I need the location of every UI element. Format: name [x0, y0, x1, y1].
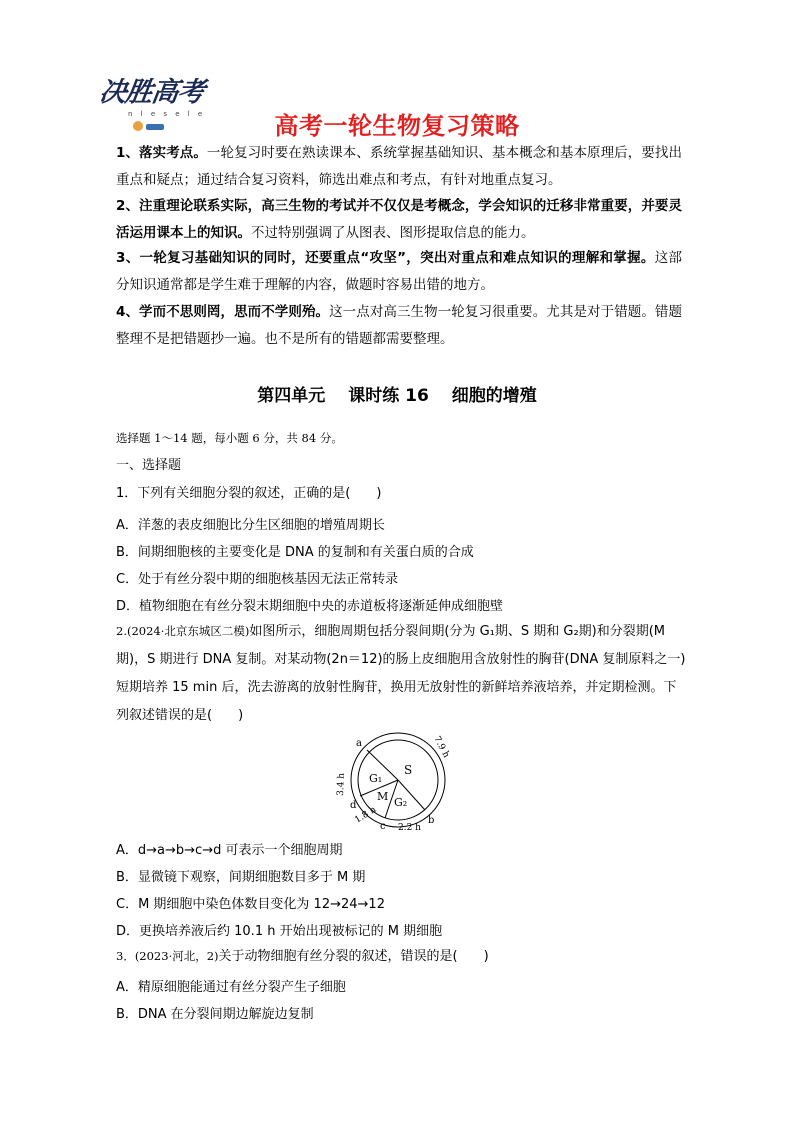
- point-c: c: [380, 821, 386, 830]
- strategy-1-text: 一轮复习时要在熟读课本、系统掌握基础知识、基本概念和基本原理后，要找出重点和疑点；通过结合复习资料，筛选出难点和考点，有针对地重点复习。: [116, 145, 682, 188]
- q2-option-a: A．d→a→b→c→d 可表示一个细胞周期: [116, 843, 343, 858]
- duration-g2: 2.2 h: [398, 823, 421, 830]
- page-title: 高考一轮生物复习策略: [274, 112, 520, 140]
- q2-option-c: C．M 期细胞中染色体数目变化为 12→24→12: [116, 897, 385, 912]
- point-d: d: [350, 800, 357, 811]
- strategy-4: [116, 299, 682, 353]
- q2-text: 如图所示，细胞周期包括分裂间期(分为 G₁期、S 期和 G₂期)和分裂期(M 期)，S 期进行 DNA 复制。对某动物(2n＝12)的肠上皮细胞用含放射性的胸苷(DNA 复制原料之一)短期培养 15 min 后，洗去游离的放射性胸苷，换用无放射性的新鲜培养液培养，并定期检测。下列叙述错误的是( ): [116, 624, 686, 723]
- strategy-2-bold: 2、注重理论联系实际，高三生物的考试并不仅仅是考概念，学会知识的迁移非常重要，并要灵活运用课本上的知识。: [116, 198, 682, 241]
- q1-option-a: A．洋葱的表皮细胞比分生区细胞的增殖周期长: [116, 518, 385, 533]
- cell-cycle-diagram: [330, 730, 466, 830]
- duration-s: 7.9 h: [431, 734, 451, 760]
- logo-subtext: n l e s e l e: [128, 110, 206, 118]
- sector-g1: G₁: [369, 772, 383, 785]
- q1-option-c: C．处于有丝分裂中期的细胞核基因无法正常转录: [116, 572, 399, 587]
- strategy-3-bold: 3、一轮复习基础知识的同时，还要重点“攻坚”，突出对重点和难点知识的理解和掌握。: [116, 250, 655, 266]
- q1-option-d: D．植物细胞在有丝分裂末期细胞中央的赤道板将逐渐延伸成细胞壁: [116, 599, 504, 614]
- strategy-1-bold: 1、落实考点。: [116, 145, 207, 161]
- strategy-4-bold: 4、学而不思则罔，思而不学则殆。: [116, 304, 330, 320]
- question-1-stem: 1．下列有关细胞分裂的叙述，正确的是( ): [116, 486, 382, 501]
- exercise-intro: 选择题 1～14 题，每小题 6 分，共 84 分。: [116, 431, 343, 445]
- sector-s: S: [404, 763, 413, 777]
- sector-g2: G₂: [394, 796, 408, 809]
- strategy-4-text: 这一点对高三生物一轮复习很重要。尤其是对于错题。错题整理不是把错题抄一遍。也不是所有的错题都需要整理。: [116, 304, 682, 347]
- strategy-2: [116, 193, 682, 247]
- q3-source: 3．(2023·河北，2): [116, 949, 219, 963]
- duration-g1: 3.4 h: [336, 772, 347, 797]
- point-a: a: [356, 738, 362, 749]
- logo-text: 决胜高考: [97, 77, 206, 108]
- q3-text: 关于动物细胞有丝分裂的叙述，错误的是( ): [218, 949, 489, 964]
- q2-option-b: B．显微镜下观察，间期细胞数目多于 M 期: [116, 870, 366, 885]
- q2-option-d: D．更换培养液后约 10.1 h 开始出现被标记的 M 期细胞: [116, 924, 443, 939]
- q1-option-b: B．间期细胞核的主要变化是 DNA 的复制和有关蛋白质的合成: [116, 545, 474, 560]
- strategy-1: [116, 140, 682, 194]
- question-2-stem: [116, 617, 686, 730]
- duration-m: 1.8 h: [353, 804, 379, 826]
- strategy-3: [116, 245, 682, 299]
- q3-option-a: A．精原细胞能通过有丝分裂产生子细胞: [116, 980, 346, 995]
- q3-option-b: B．DNA 在分裂间期边解旋边复制: [116, 1007, 314, 1022]
- strategy-3-text: 这部分知识通常都是学生难于理解的内容，做题时容易出错的地方。: [116, 250, 683, 293]
- section-heading: 一、选择题: [116, 458, 182, 473]
- strategy-2-text: 不过特别强调了从图表、图形提取信息的能力。: [251, 225, 535, 241]
- point-b: b: [428, 815, 435, 826]
- sector-m: M: [377, 790, 389, 803]
- question-3-stem: [116, 943, 686, 970]
- unit-title: 第四单元 课时练 16 细胞的增殖: [257, 386, 537, 406]
- q2-source: 2.(2024·北京东城区二模): [116, 624, 250, 638]
